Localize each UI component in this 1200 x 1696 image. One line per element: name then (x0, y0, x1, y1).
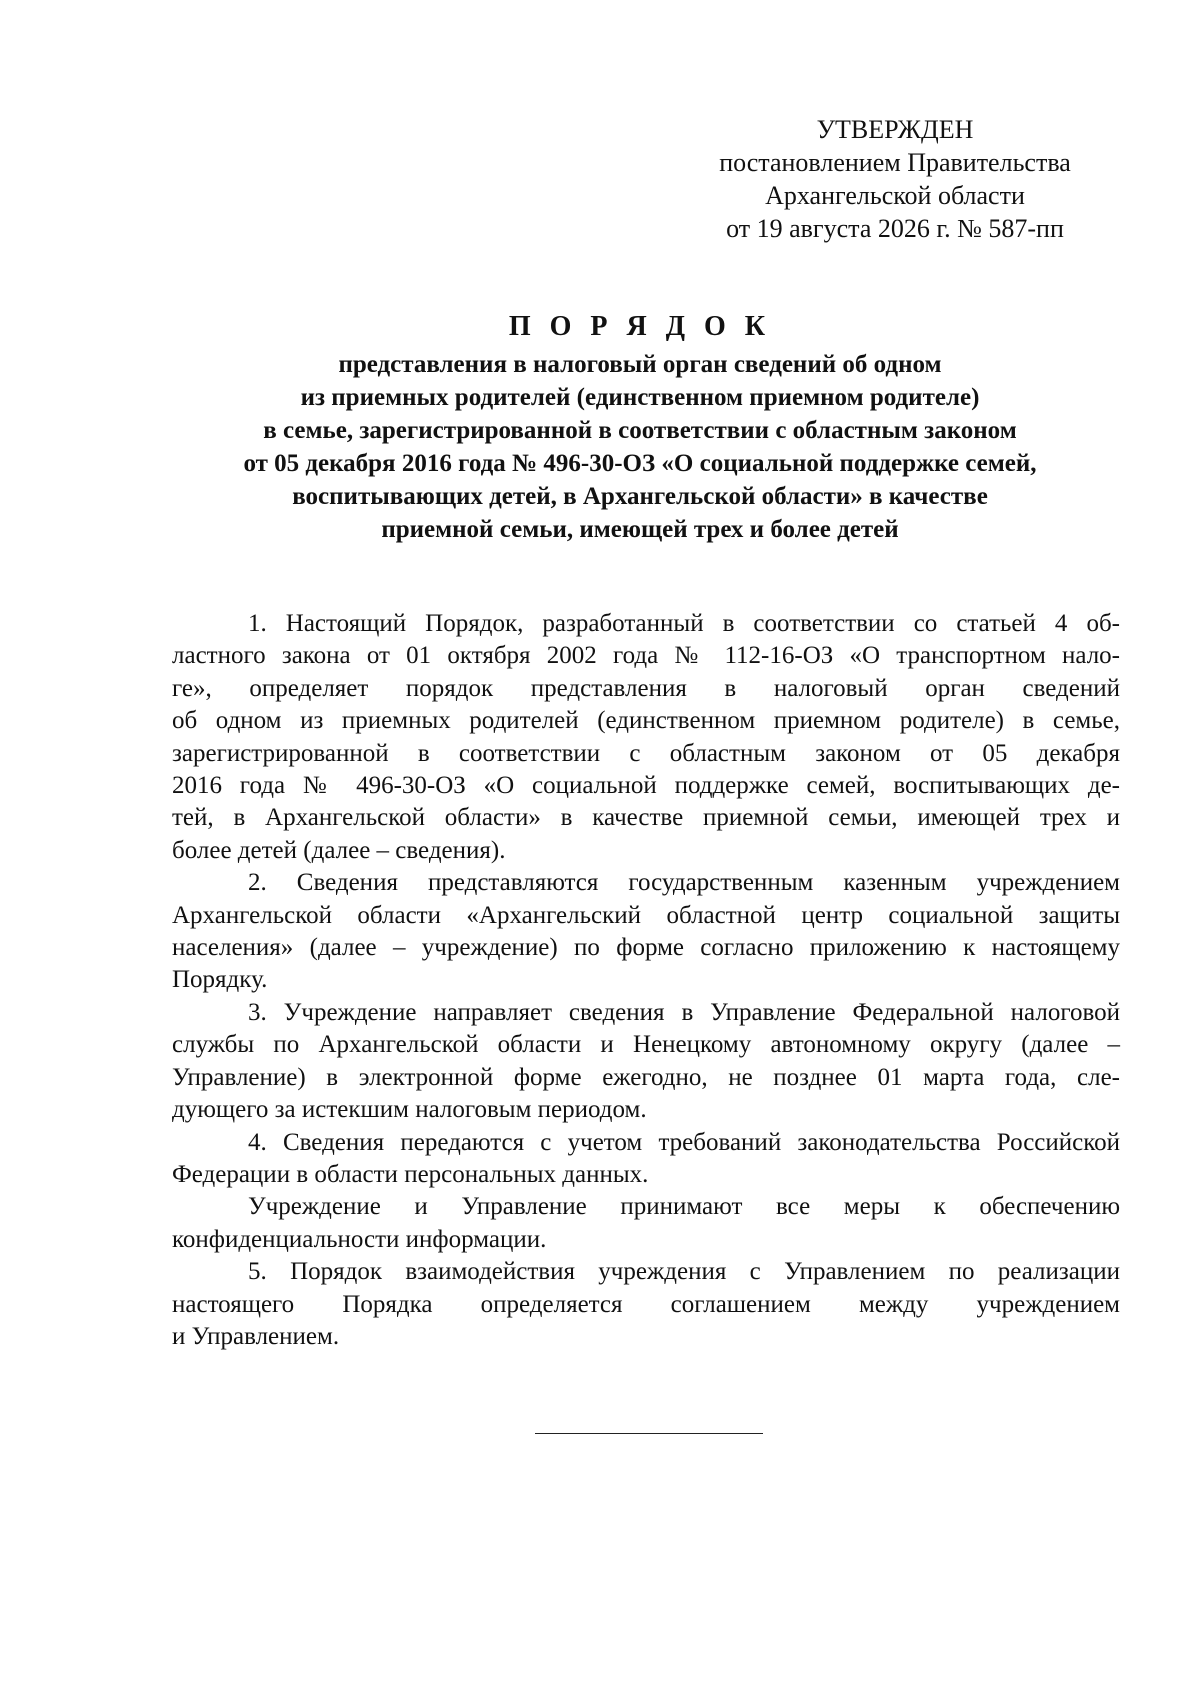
paragraph-line: зарегистрированной в соответствии с областным законом от 05 декабря (172, 739, 1120, 767)
paragraph-line: Архангельской области «Архангельский областной центр социальной защиты (172, 901, 1120, 929)
paragraph-4-continued (172, 1191, 1120, 1256)
paragraph-line: 5. Порядок взаимодействия учреждения с Управлением по реализации (248, 1258, 1120, 1286)
document-subtitle-line: от 05 декабря 2016 года № 496-30-ОЗ «О социальной поддержке семей, (243, 450, 1037, 477)
paragraph-line: конфиденциальности информации. (172, 1225, 547, 1253)
paragraph-4 (172, 1127, 1120, 1192)
document-end-divider (535, 1433, 763, 1434)
document-title: П О Р Я Д О К (508, 311, 772, 342)
approval-line: Архангельской области (765, 181, 1025, 210)
document-body (172, 608, 1120, 1353)
paragraph-1 (172, 608, 1120, 867)
paragraph-line: Учреждение и Управление принимают все меры к обеспечению (248, 1193, 1120, 1221)
paragraph-line: дующего за истекшим налоговым периодом. (172, 1096, 647, 1124)
paragraph-line: настоящего Порядка определяется соглашением между учреждением (172, 1290, 1120, 1318)
document-subtitle-line: в семье, зарегистрированной в соответствии с областным законом (263, 417, 1017, 444)
document-subtitle-line: воспитывающих детей, в Архангельской области» в качестве (292, 483, 988, 510)
document-subtitle-line: представления в налоговый орган сведений об одном (338, 351, 942, 378)
paragraph-line: Управление) в электронной форме ежегодно, не позднее 01 марта года, сле- (172, 1063, 1120, 1091)
approval-title: УТВЕРЖДЕН (816, 115, 974, 144)
paragraph-line: об одном из приемных родителей (единственном приемном родителе) в семье, (172, 707, 1120, 735)
paragraph-line: и Управлением. (172, 1322, 340, 1350)
approval-line: постановлением Правительства (719, 148, 1071, 177)
paragraph-line: 3. Учреждение направляет сведения в Управление Федеральной налоговой (248, 998, 1120, 1026)
paragraph-line: населения» (далее – учреждение) по форме согласно приложению к настоящему (172, 934, 1120, 962)
document-heading (160, 310, 1120, 546)
paragraph-2 (172, 867, 1120, 997)
paragraph-line: ластного закона от 01 октября 2002 года № 112-16-ОЗ «О транспортном нало- (172, 642, 1120, 670)
paragraph-line: тей, в Архангельской области» в качестве приемной семьи, имеющей трех и (172, 804, 1120, 832)
approval-stamp (690, 113, 1100, 245)
paragraph-line: 2. Сведения представляются государственным казенным учреждением (248, 869, 1120, 897)
paragraph-line: 2016 года № 496-30-ОЗ «О социальной поддержке семей, воспитывающих де- (172, 772, 1120, 800)
paragraph-line: 1. Настоящий Порядок, разработанный в соответствии со статьей 4 об- (248, 610, 1120, 637)
paragraph-line: ге», определяет порядок представления в налоговый орган сведений (172, 674, 1120, 702)
document-subtitle-line: приемной семьи, имеющей трех и более детей (381, 516, 899, 543)
paragraph-line: более детей (далее – сведения). (172, 836, 506, 864)
paragraph-3 (172, 997, 1120, 1127)
paragraph-line: 4. Сведения передаются с учетом требований законодательства Российской (248, 1128, 1120, 1156)
paragraph-line: Порядку. (172, 966, 268, 994)
paragraph-line: Федерации в области персональных данных. (172, 1160, 649, 1188)
paragraph-line: службы по Архангельской области и Ненецкому автономному округу (далее – (172, 1031, 1120, 1059)
approval-date-number: от 19 августа 2026 г. № 587-пп (726, 214, 1064, 243)
paragraph-5 (172, 1256, 1120, 1353)
document-subtitle-line: из приемных родителей (единственном приемном родителе) (300, 384, 980, 411)
